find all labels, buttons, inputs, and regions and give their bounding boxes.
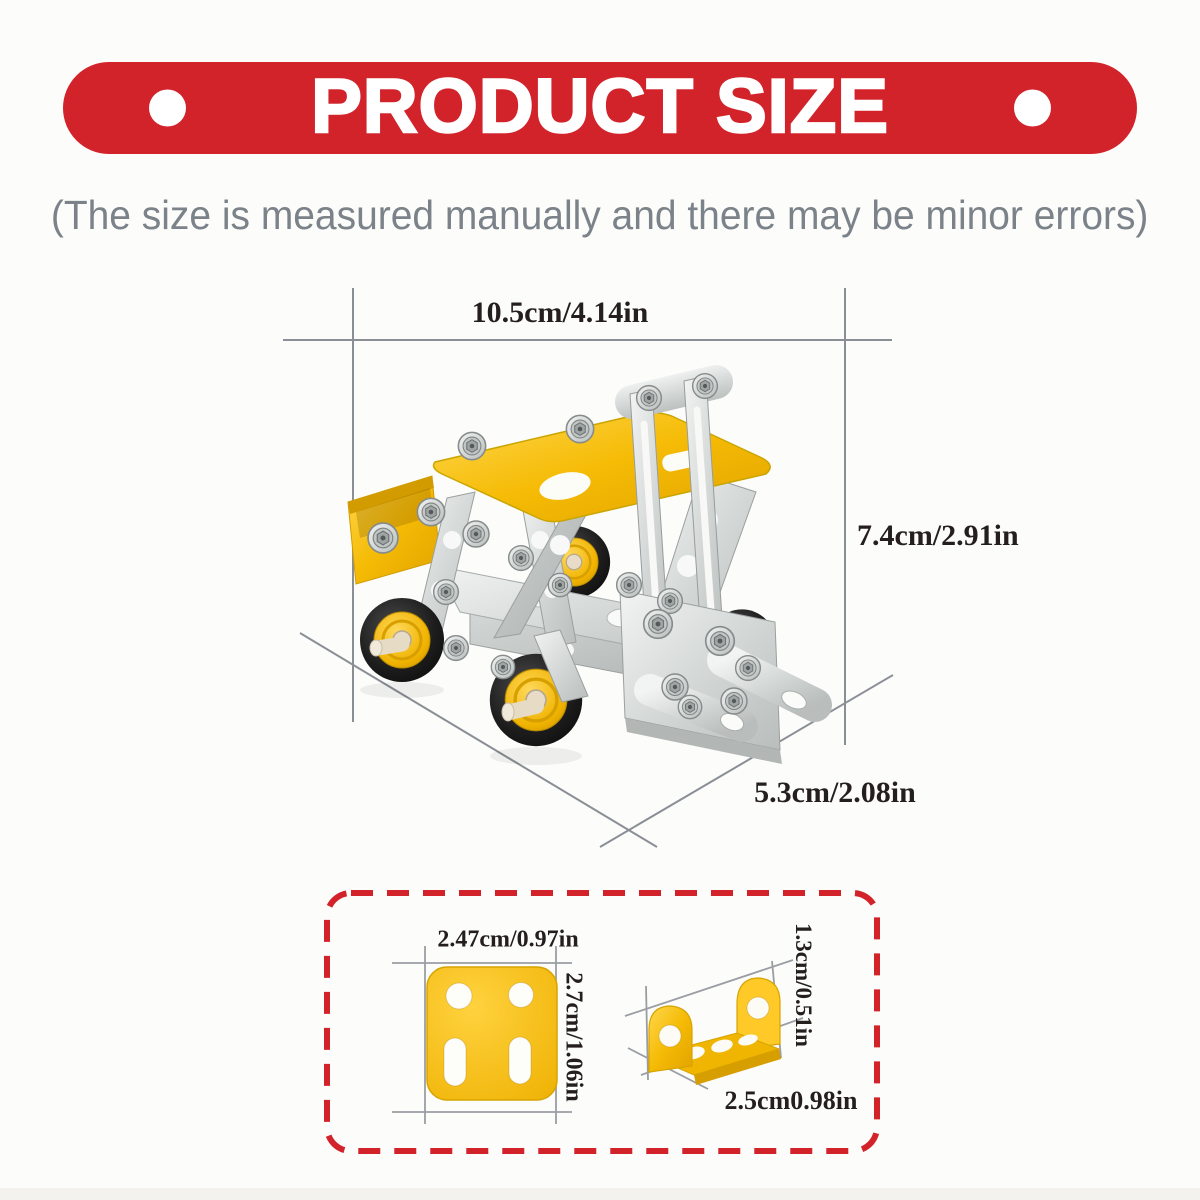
page-title: PRODUCT SIZE	[311, 64, 889, 149]
product-size-banner	[63, 62, 1137, 154]
measurement-disclaimer: (The size is measured manually and there may be minor errors)	[51, 192, 1149, 238]
plate-width-label: 2.47cm/0.97in	[437, 926, 579, 953]
height-dimension-label: 7.4cm/2.91in	[857, 519, 1019, 552]
banner-dot-left-icon	[149, 90, 186, 127]
depth-dimension-label: 5.3cm/2.08in	[754, 776, 916, 809]
bracket-part	[649, 978, 781, 1085]
wheel-front-left	[360, 598, 444, 682]
photo-edge-strip	[0, 1188, 1200, 1200]
bracket-height-label: 1.3cm/0.51in	[791, 923, 816, 1047]
forklift-photo	[348, 374, 815, 765]
width-dimension-label: 10.5cm/4.14in	[471, 296, 649, 329]
plate-height-label: 2.7cm/1.06in	[560, 972, 587, 1102]
plate-part	[427, 967, 557, 1100]
bracket-width-label: 2.5cm0.98in	[724, 1086, 858, 1115]
banner-dot-right-icon	[1014, 90, 1051, 127]
